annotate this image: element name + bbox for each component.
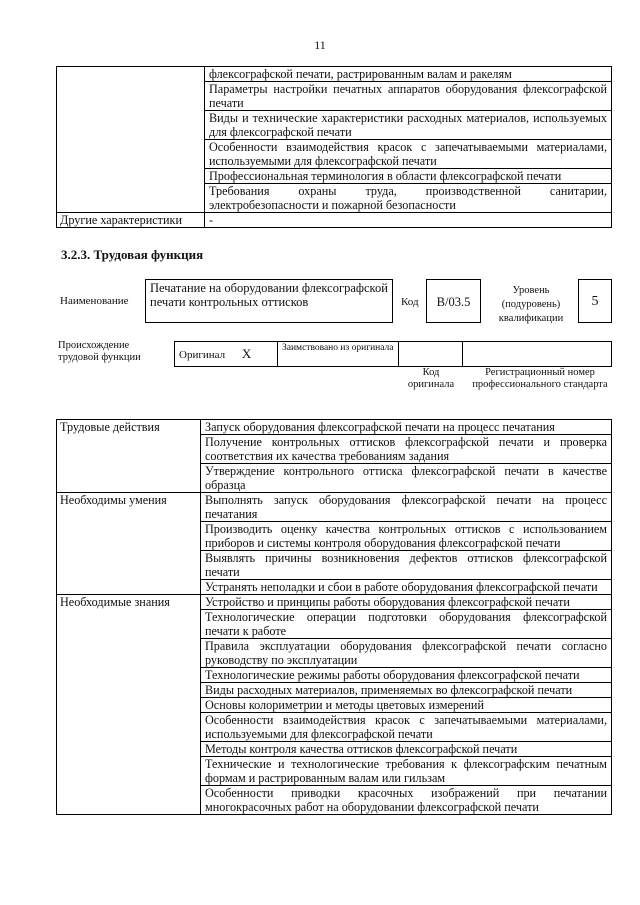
- origin-label: Происхождение трудовой функции: [58, 340, 141, 363]
- function-name-box: [145, 279, 393, 323]
- group-label: Необходимы умения: [57, 493, 201, 595]
- reg-number-cell: [463, 342, 612, 367]
- page-number: 11: [314, 38, 326, 52]
- row-label: Другие характеристики: [57, 213, 205, 228]
- borrowed-label: Заимствовано из оригинала: [282, 343, 394, 353]
- section-title: 3.2.3. Трудовая функция: [61, 247, 204, 262]
- borrowed-cell: [278, 342, 399, 367]
- table-row: [57, 213, 612, 228]
- row-text: Параметры настройки печатных аппаратов оборудования флексографской печати: [205, 82, 612, 111]
- group-label: Трудовые действия: [57, 420, 201, 493]
- group-item: Методы контроля качества оттисков флексографской печати: [201, 742, 612, 757]
- code-label: Код: [401, 296, 419, 308]
- group-item: Утверждение контрольного оттиска флексографской печати в качестве образца: [201, 464, 612, 493]
- function-name-value: Печатание на оборудовании флексографской печати контрольных оттисков: [150, 281, 388, 309]
- group-item: Выполнять запуск оборудования флексографской печати на процесс печатания: [201, 493, 612, 522]
- reg-number-caption: Регистрационный номер профессионального стандарта: [472, 367, 608, 390]
- level-box: [578, 279, 612, 323]
- row-text: Виды и технические характеристики расходных материалов, используемых для флексографской печати: [205, 111, 612, 140]
- table-row: [57, 595, 612, 610]
- group-item: Основы колориметрии и методы цветовых измерений: [201, 698, 612, 713]
- group-item: Запуск оборудования флексографской печати на процесс печатания: [201, 420, 612, 435]
- table-row: [57, 420, 612, 435]
- row-text: флексографской печати, растрированным валам и ракелям: [205, 67, 612, 82]
- row-text: Особенности взаимодействия красок с запечатываемыми материалами, используемыми для флексографской печати: [205, 140, 612, 169]
- group-label: Необходимые знания: [57, 595, 201, 815]
- original-code-cell: [399, 342, 463, 367]
- group-item: Особенности приводки красочных изображений при печатании многокрасочных работ на оборудовании флексографской печати: [201, 786, 612, 815]
- group-item: Выявлять причины возникновения дефектов оттисков флексографской печати: [201, 551, 612, 580]
- row-text: -: [205, 213, 612, 228]
- code-original-caption: Код оригинала: [407, 367, 455, 390]
- group-item: Правила эксплуатации оборудования флексографской печати согласно руководству по эксплуатации: [201, 639, 612, 668]
- origin-table: [174, 341, 612, 367]
- level-value: 5: [591, 294, 599, 309]
- level-label: Уровень (подуровень) квалификации: [498, 285, 564, 324]
- row-text: Требования охраны труда, производственной санитарии, электробезопасности и пожарной безопасности: [205, 184, 612, 213]
- group-item: Виды расходных материалов, применяемых во флексографской печати: [201, 683, 612, 698]
- main-table-body: [57, 420, 612, 815]
- name-label: Наименование: [60, 295, 129, 307]
- original-mark: X: [241, 345, 252, 361]
- group-item: Технологические режимы работы оборудования флексографской печати: [201, 668, 612, 683]
- row-label: [57, 67, 205, 213]
- code-box: [426, 279, 481, 323]
- group-item: Особенности взаимодействия красок с запечатываемыми материалами, используемыми для флексографской печати: [201, 713, 612, 742]
- group-item: Получение контрольных оттисков флексографской печати и проверка соответствия их качества требованиям задания: [201, 435, 612, 464]
- top-table-body: [57, 67, 612, 228]
- table-row: [57, 67, 612, 82]
- group-item: Производить оценку качества контрольных оттисков с использованием приборов и системы контроля оборудования флексографской печати: [201, 522, 612, 551]
- group-item: Технологические операции подготовки оборудования флексографской печати к работе: [201, 610, 612, 639]
- group-item: Устройство и принципы работы оборудования флексографской печати: [201, 595, 612, 610]
- row-text: Профессиональная терминология в области флексографской печати: [205, 169, 612, 184]
- group-item: Технические и технологические требования к флексографским печатным формам и растрированным валам или гильзам: [201, 757, 612, 786]
- original-cell: [175, 342, 278, 367]
- original-label: Оригинал: [179, 348, 226, 361]
- group-item: Устранять неполадки и сбои в работе оборудования флексографской печати: [201, 580, 612, 595]
- top-knowledge-table: [56, 66, 612, 228]
- labor-function-table: [56, 419, 612, 815]
- table-row: [57, 493, 612, 522]
- code-value: B/03.5: [436, 295, 471, 309]
